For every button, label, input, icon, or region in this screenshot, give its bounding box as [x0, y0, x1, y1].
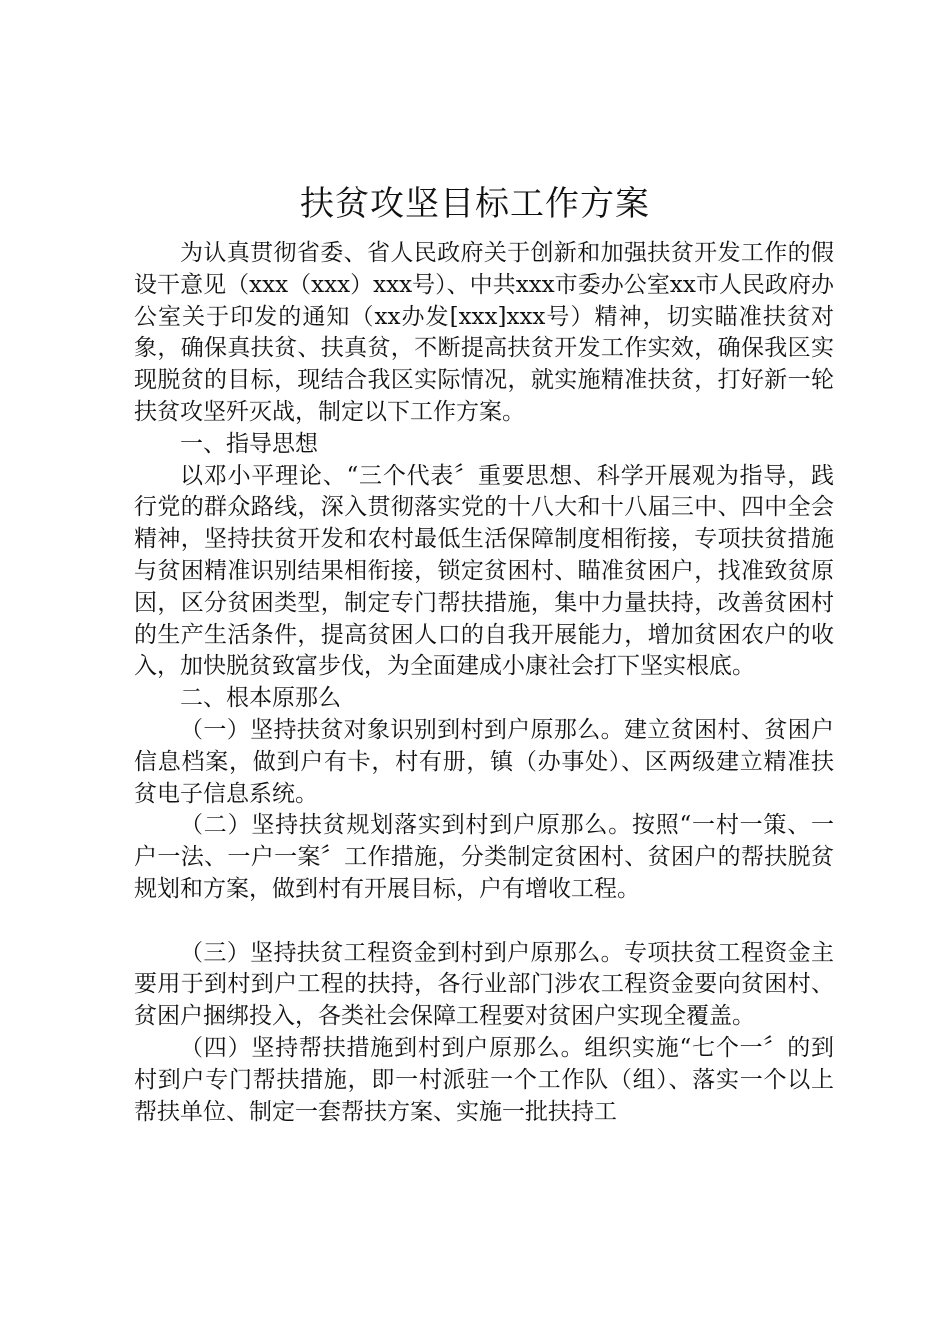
principle-2-paragraph: （二）坚持扶贫规划落实到村到户原那么。按照“一村一策、一户一法、一户一案〞工作措施，分类制定贫困村、贫困户的帮扶脱贫规划和方案，做到村有开展目标，户有增收工程。	[134, 812, 834, 902]
document-title: 扶贫攻坚目标工作方案	[300, 184, 650, 224]
intro-paragraph: 为认真贯彻省委、省人民政府关于创新和加强扶贫开发工作的假设干意见（xxx（xxx）xxx号）、中共xxx市委办公室xx市人民政府办公室关于印发的通知（xx办发[xxx]xxx号）精神，切实瞄准扶贫对象，确保真扶贫、扶真贫，不断提高扶贫开发工作实效，确保我区实现脱贫的目标，现结合我区实际情况，就实施精准扶贫，打好新一轮扶贫攻坚歼灭战，制定以下工作方案。	[134, 240, 834, 425]
principle-4-paragraph: （四）坚持帮扶措施到村到户原那么。组织实施“七个一〞的到村到户专门帮扶措施，即一村派驻一个工作队（组）、落实一个以上帮扶单位、制定一套帮扶方案、实施一批扶持工	[134, 1034, 834, 1125]
section-heading-basic-principles: 二、根本原那么	[180, 685, 341, 712]
document-body	[134, 238, 834, 1128]
guiding-thought-paragraph: 以邓小平理论、“三个代表〞重要思想、科学开展观为指导，践行党的群众路线，深入贯彻落实党的十八大和十八届三中、四中全会精神，坚持扶贫开发和农村最低生活保障制度相衔接，专项扶贫措施与贫困精准识别结果相衔接，锁定贫困村、瞄准贫困户，找准致贫原因，区分贫困类型，制定专门帮扶措施，集中力量扶持，改善贫困村的生产生活条件，提高贫困人口的自我开展能力，增加贫困农户的收入，加快脱贫致富步伐，为全面建成小康社会打下坚实根底。	[134, 462, 834, 680]
paragraph-spacer	[134, 906, 834, 938]
principle-1-paragraph: （一）坚持扶贫对象识别到村到户原那么。建立贫困村、贫困户信息档案，做到户有卡，村有册，镇（办事处）、区两级建立精准扶贫电子信息系统。	[134, 716, 834, 807]
section-heading-guiding-thought: 一、指导思想	[180, 430, 318, 457]
principle-3-paragraph: （三）坚持扶贫工程资金到村到户原那么。专项扶贫工程资金主要用于到村到户工程的扶持，各行业部门涉农工程资金要向贫困村、贫困户捆绑投入，各类社会保障工程要对贫困户实现全覆盖。	[134, 939, 834, 1030]
